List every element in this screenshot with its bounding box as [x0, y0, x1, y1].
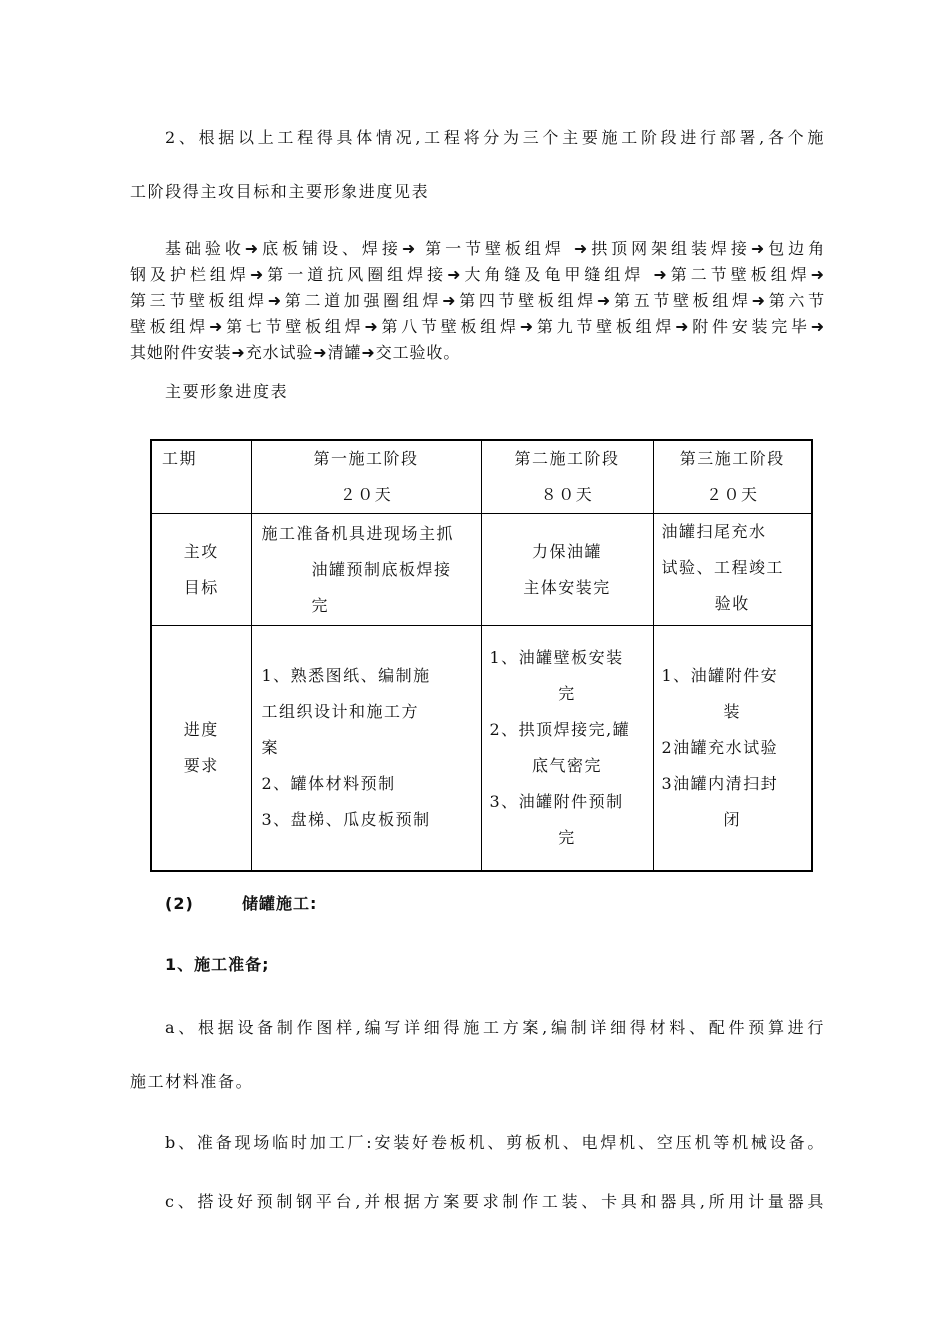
- goals-stage-3-line-3: 验收: [714, 594, 750, 613]
- progress-stage-3-line-2: 装: [723, 702, 741, 721]
- progress-stage-1-line-5: 3、盘梯、瓜皮板预制: [261, 810, 431, 829]
- progress-stage-2-line-5: 3、油罐附件预制: [489, 792, 624, 811]
- item-b-line-1: b、准备现场临时加工厂:安装好卷板机、剪板机、电焊机、空压机等机械设备。: [165, 1133, 825, 1152]
- progress-stage-2: [481, 626, 653, 872]
- header-stage-1: [251, 440, 481, 514]
- item-a-line-1: a、根据设备制作图样,编写详细得施工方案,编制详细得材料、配件预算进行: [165, 1018, 825, 1037]
- header-stage-2-title: 第二施工阶段: [514, 449, 620, 468]
- header-stage-3-title: 第三施工阶段: [679, 449, 785, 468]
- header-period: [151, 440, 251, 514]
- goals-stage-3-line-2: 试验、工程竣工: [661, 558, 785, 577]
- header-stage-2: [481, 440, 653, 514]
- section-number: (2): [165, 894, 194, 913]
- header-stage-1-days: ２０天: [339, 485, 393, 504]
- goals-label-line-1: 主攻: [183, 541, 219, 561]
- table-row-progress: [151, 626, 812, 872]
- progress-label: [151, 626, 251, 872]
- table-header-row: [151, 440, 812, 514]
- progress-stage-3: [653, 626, 812, 872]
- progress-stage-2-line-1: 1、油罐壁板安装: [489, 648, 624, 667]
- goals-stage-1-line-1: 施工准备机具进现场主抓: [261, 523, 455, 543]
- goals-stage-1-line-2: 油罐预制底板焊接: [311, 559, 452, 579]
- progress-label-line-1: 进度: [183, 720, 219, 739]
- progress-stage-2-line-2: 完: [558, 684, 576, 703]
- goals-stage-1: [251, 514, 481, 626]
- section-title: 储罐施工:: [242, 894, 318, 913]
- flow-line-5: 其她附件安装➜充水试验➜清罐➜交工验收。: [130, 343, 461, 362]
- flow-line-3: 第三节壁板组焊➜第二道加强圈组焊➜第四节壁板组焊➜第五节壁板组焊➜第六节: [130, 291, 825, 310]
- goals-stage-2-line-2: 主体安装完: [523, 577, 611, 597]
- header-stage-3: [653, 440, 812, 514]
- item-c-line-1: c、搭设好预制钢平台,并根据方案要求制作工装、卡具和器具,所用计量器具: [165, 1192, 825, 1211]
- progress-label-line-2: 要求: [183, 756, 219, 775]
- progress-stage-3-line-1: 1、油罐附件安: [661, 666, 779, 685]
- progress-stage-2-line-4: 底气密完: [531, 756, 602, 775]
- goals-stage-2-line-1: 力保油罐: [531, 541, 602, 561]
- table-row-goals: [151, 514, 812, 626]
- progress-stage-2-line-6: 完: [558, 828, 576, 847]
- flow-line-2: 钢及护栏组焊➜第一道抗风圈组焊接➜大角缝及龟甲缝组焊 ➜第二节壁板组焊➜: [130, 265, 825, 284]
- progress-stage-3-line-4: 3油罐内清扫封: [661, 774, 779, 793]
- progress-stage-2-line-3: 2、拱顶焊接完,罐: [489, 720, 631, 739]
- goals-stage-2: [481, 514, 653, 626]
- progress-stage-1: [251, 626, 481, 872]
- goals-stage-3: [653, 514, 812, 626]
- goals-label: [151, 514, 251, 626]
- header-stage-3-days: ２０天: [705, 485, 759, 504]
- flow-line-4: 壁板组焊➜第七节壁板组焊➜第八节壁板组焊➜第九节壁板组焊➜附件安装完毕➜: [130, 317, 825, 336]
- progress-stage-3-line-5: 闭: [723, 810, 741, 829]
- header-stage-2-days: ８０天: [540, 485, 594, 504]
- construction-flow: [130, 236, 825, 366]
- goals-stage-3-line-1: 油罐扫尾充水: [661, 522, 767, 541]
- goals-label-line-2: 目标: [183, 577, 219, 597]
- header-period-label: 工期: [162, 449, 198, 468]
- intro-line-2: 工阶段得主攻目标和主要形象进度见表: [130, 182, 430, 201]
- schedule-table: [150, 439, 813, 872]
- intro-line-1: 2、根据以上工程得具体情况,工程将分为三个主要施工阶段进行部署,各个施: [165, 128, 825, 147]
- progress-stage-1-line-4: 2、罐体材料预制: [261, 774, 396, 793]
- progress-stage-1-line-2: 工组织设计和施工方: [261, 702, 420, 721]
- table-title: 主要形象进度表: [165, 382, 289, 401]
- progress-stage-3-line-3: 2油罐充水试验: [661, 738, 779, 757]
- progress-stage-1-line-1: 1、熟悉图纸、编制施: [261, 666, 431, 685]
- item-a-line-2: 施工材料准备。: [130, 1072, 254, 1091]
- prep-title: 1、施工准备;: [165, 955, 270, 974]
- flow-line-1: 基础验收➜底板铺设、焊接➜ 第一节壁板组焊 ➜拱顶网架组装焊接➜包边角: [165, 239, 825, 258]
- goals-stage-1-line-3: 完: [311, 595, 330, 615]
- progress-stage-1-line-3: 案: [261, 738, 280, 757]
- header-stage-1-title: 第一施工阶段: [313, 449, 419, 468]
